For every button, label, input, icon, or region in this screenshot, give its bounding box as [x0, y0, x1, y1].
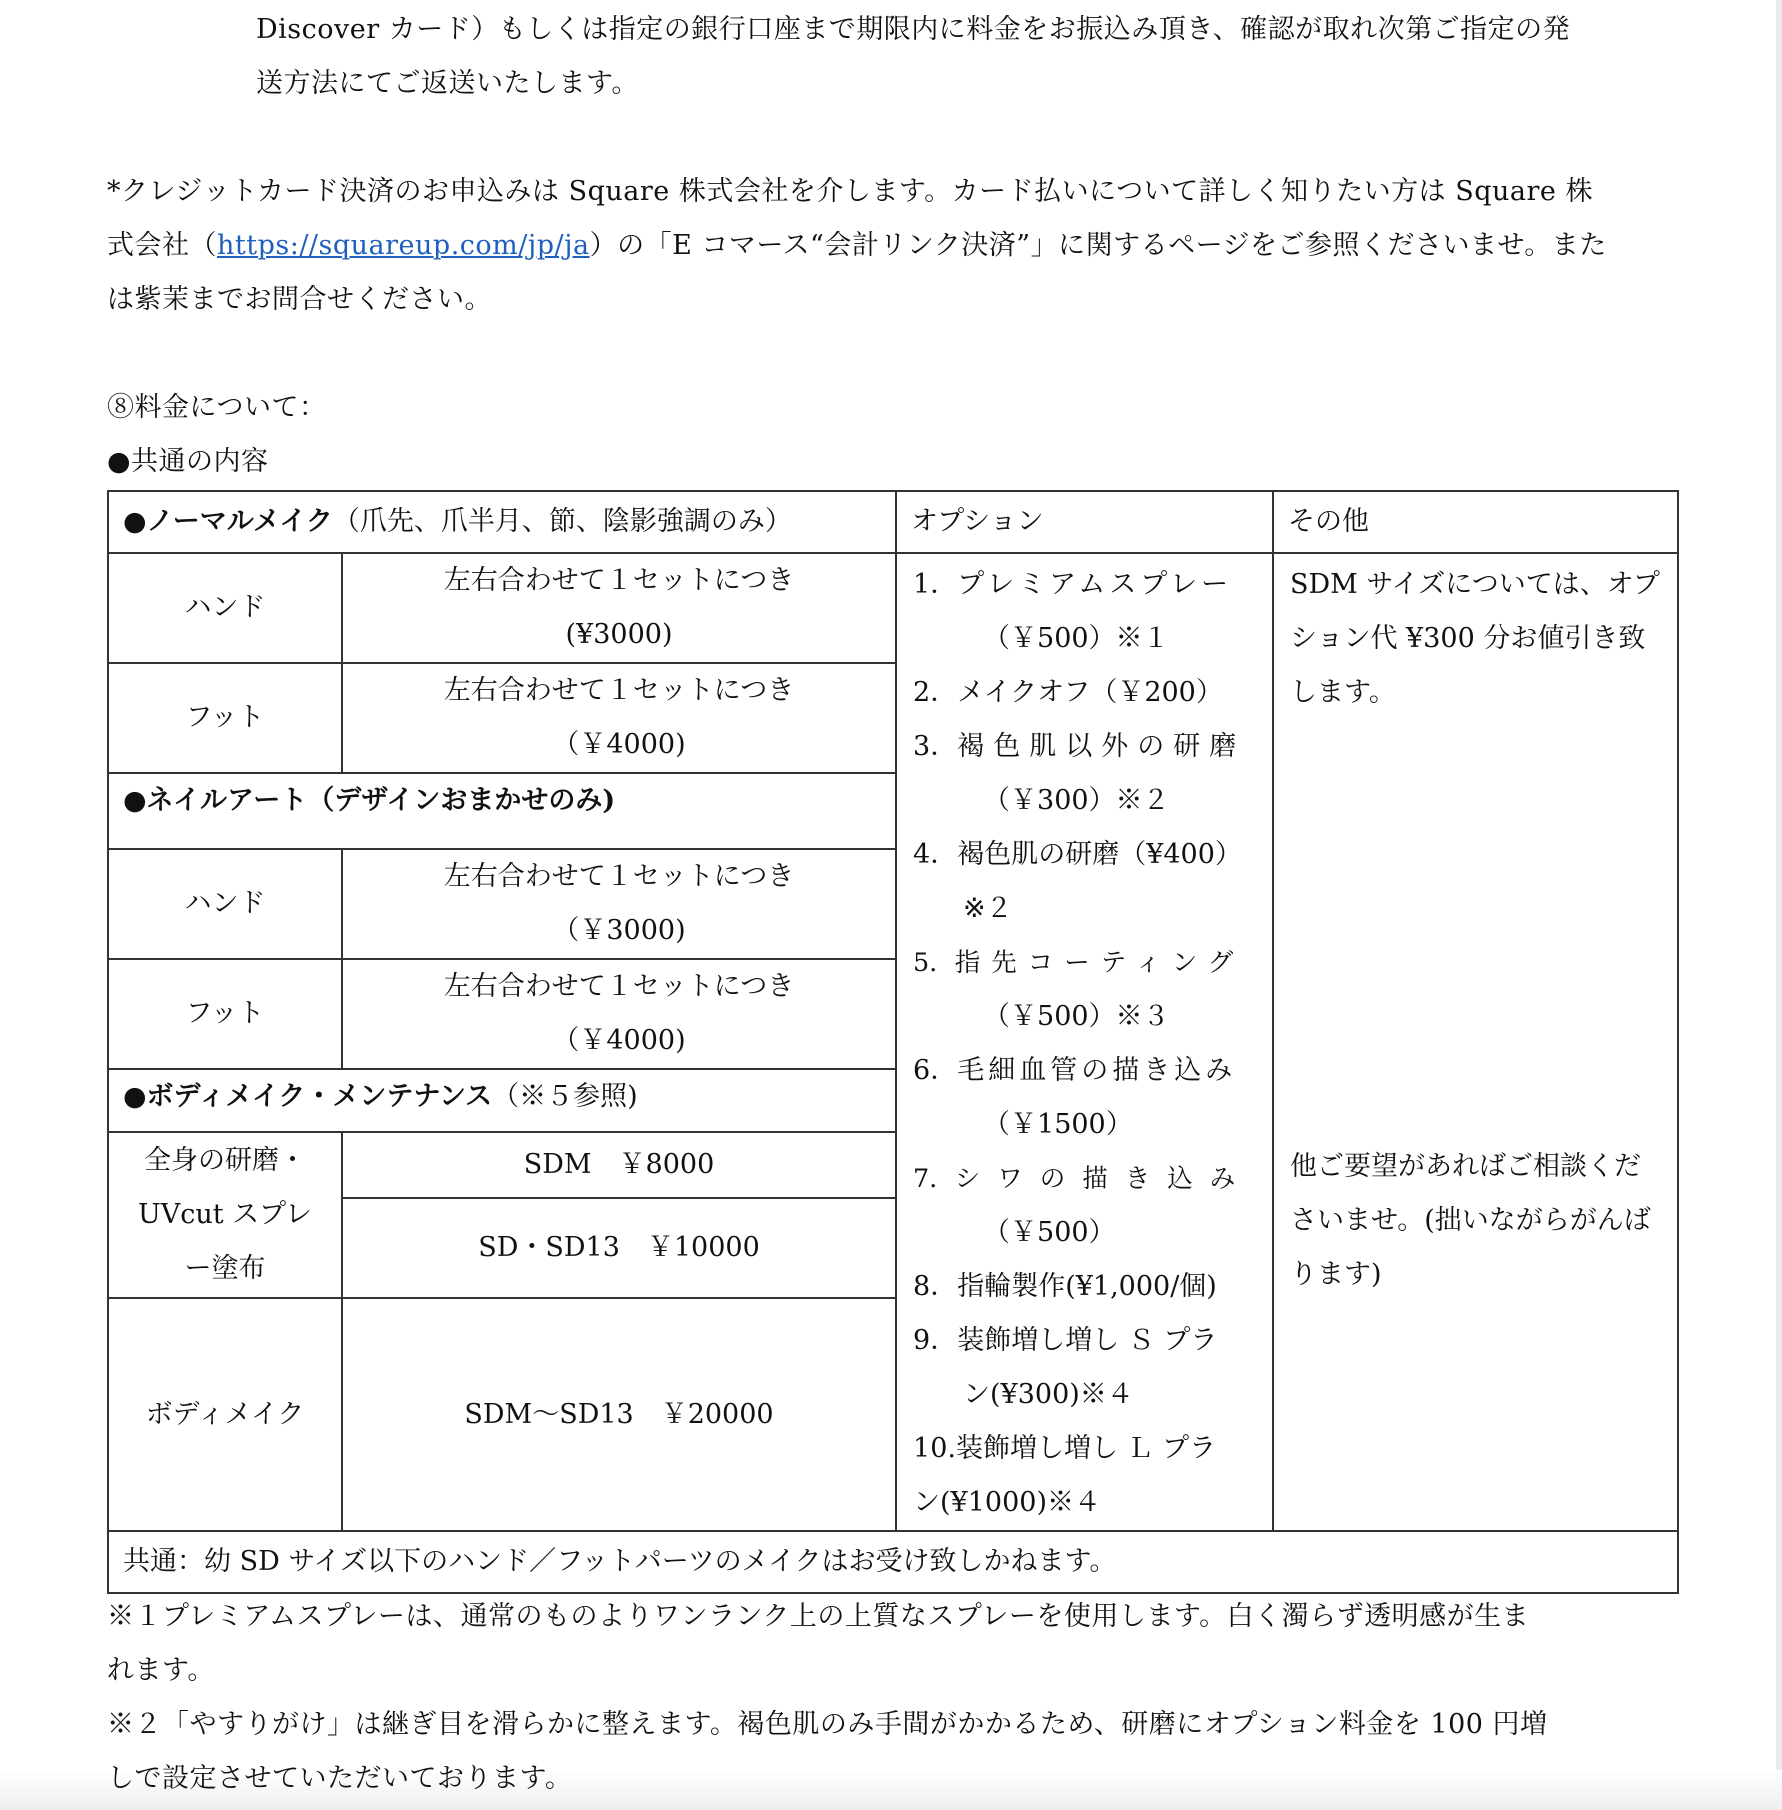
section-title: ⑧料金について：	[107, 392, 327, 423]
option-5-text: 指先コーティング	[954, 948, 1245, 978]
option-9	[913, 1314, 1256, 1368]
option-7-text: シワの描き込み	[954, 1164, 1253, 1194]
options-header: オプション	[896, 491, 1273, 553]
nail-hand-desc: 左右合わせて１セットにつき	[443, 861, 795, 892]
price-table	[107, 490, 1679, 1594]
option-5-cont: （￥500）※３	[983, 1001, 1170, 1032]
option-4-cont: ※２	[963, 893, 1013, 924]
table-row	[108, 553, 1678, 663]
page-right-gutter	[1776, 0, 1782, 1810]
credit-note-suffix: ）の「E コマース“会計リンク決済”」に関するページをご参照くださいませ。また	[589, 230, 1607, 261]
table-header-row	[108, 491, 1678, 553]
option-4	[913, 828, 1256, 882]
option-5	[913, 936, 1256, 990]
body-make-price: SDM～SD13 ￥20000	[342, 1298, 896, 1531]
option-3-text: 褐色肌以外の研磨	[957, 731, 1246, 762]
footnote-2-line-1: ※２「やすりがけ」は継ぎ目を滑らかに整えます。褐色肌のみ手間がかかるため、研磨にオプション料金を 100 円増	[107, 1709, 1548, 1740]
option-8-text: 指輪製作(¥1,000/個)	[957, 1271, 1217, 1302]
nail-foot-label: フット	[108, 959, 342, 1069]
nail-hand-price	[342, 849, 896, 959]
option-1	[913, 558, 1256, 612]
option-4-number: 4．	[913, 839, 958, 870]
option-2	[913, 666, 1256, 720]
option-3-cont: （￥300）※２	[983, 785, 1170, 816]
nail-hand-label: ハンド	[108, 849, 342, 959]
option-3-number: 3．	[913, 731, 958, 762]
option-2-number: 2．	[913, 677, 958, 708]
section-subtitle: ●共通の内容	[107, 446, 269, 477]
nail-foot-desc: 左右合わせて１セットにつき	[443, 971, 795, 1002]
option-9-cont: ン(¥300)※４	[963, 1379, 1134, 1410]
option-10-number: 10.	[913, 1433, 956, 1464]
credit-note-prefix: 式会社（	[107, 230, 217, 261]
option-4-text: 褐色肌の研磨（¥400）	[957, 839, 1242, 870]
option-7-cont: （￥500）	[983, 1217, 1116, 1248]
normal-make-title: ●ノーマルメイク	[123, 506, 333, 537]
body-polish-label: 全身の研磨・UVcut スプレー塗布	[108, 1132, 342, 1298]
body-polish-sdm: SDM ￥8000	[342, 1132, 896, 1198]
option-9-text: 装飾増し増し Ｓ プラ	[957, 1325, 1218, 1356]
normal-foot-label: フット	[108, 663, 342, 773]
normal-hand-label: ハンド	[108, 553, 342, 663]
option-6-cont: （￥1500）	[983, 1109, 1133, 1140]
option-8	[913, 1260, 1256, 1314]
body-header-paren: （※５参照)	[492, 1081, 638, 1112]
normal-hand-amount: (¥3000)	[565, 619, 673, 650]
option-8-number: 8．	[913, 1271, 958, 1302]
options-cell	[896, 553, 1273, 1531]
credit-note-line-2	[107, 219, 1607, 273]
credit-note-line-1: *クレジットカード決済のお申込みは Square 株式会社を介します。カード払いについて詳しく知りたい方は Square 株	[107, 176, 1593, 207]
option-6	[913, 1044, 1256, 1098]
option-1-number: 1．	[913, 569, 958, 600]
option-6-text: 毛細血管の描き込み	[957, 1055, 1237, 1086]
common-footer-row	[108, 1531, 1678, 1593]
body-header-title: ●ボディメイク・メンテナンス	[123, 1081, 493, 1112]
intro-line-2: 送方法にてご返送いたします。	[256, 68, 639, 99]
intro-line-1-text: Discover カード）もしくは指定の銀行口座まで期限内に料金をお振込み頂き、確認が取れ次第ご指定の発	[256, 14, 1571, 45]
squareup-link[interactable]: https://squareup.com/jp/ja	[217, 230, 590, 261]
option-6-number: 6．	[913, 1055, 958, 1086]
other-cell	[1273, 553, 1678, 1531]
common-footer: 共通：幼 SD サイズ以下のハンド／フットパーツのメイクはお受け致しかねます。	[108, 1531, 1678, 1593]
option-7	[913, 1152, 1256, 1206]
option-9-number: 9．	[913, 1325, 958, 1356]
option-5-number: 5．	[913, 948, 955, 978]
body-polish-sd: SD・SD13 ￥10000	[342, 1198, 896, 1298]
normal-foot-price	[342, 663, 896, 773]
option-10	[913, 1422, 1256, 1476]
intro-line-1	[256, 3, 1676, 57]
normal-foot-desc: 左右合わせて１セットにつき	[443, 675, 795, 706]
footnote-1-line-2: れます。	[107, 1655, 215, 1686]
credit-note-line-3: は紫茉までお問合せください。	[107, 284, 492, 315]
other-sdm-discount: SDM サイズについては、オプション代 ¥300 分お値引き致します。	[1290, 569, 1660, 708]
option-1-text: プレミアムスプレー	[957, 569, 1233, 600]
nail-art-header: ●ネイルアート（デザインおまかせのみ)	[108, 773, 896, 849]
option-7-number: 7．	[913, 1164, 955, 1194]
other-requests: 他ご要望があればご相談くださいませ。(拙いながらがんばります)	[1290, 1151, 1651, 1290]
other-header: その他	[1273, 491, 1678, 553]
option-1-cont: （￥500）※１	[983, 623, 1170, 654]
normal-hand-price	[342, 553, 896, 663]
footnote-1-line-1: ※１プレミアムスプレーは、通常のものよりワンランク上の上質なスプレーを使用します。白く濁らず透明感が生ま	[107, 1601, 1530, 1632]
nail-foot-amount: （￥4000)	[552, 1025, 686, 1056]
option-10-text: 装飾増し増し Ｌ プラ	[955, 1433, 1217, 1464]
nail-hand-amount: （￥3000)	[552, 915, 686, 946]
body-header	[108, 1069, 896, 1132]
body-make-label: ボディメイク	[108, 1298, 342, 1531]
normal-hand-desc: 左右合わせて１セットにつき	[443, 565, 795, 596]
footnote-2-line-2: しで設定させていただいております。	[107, 1763, 573, 1794]
normal-foot-amount: （￥4000)	[552, 729, 686, 760]
option-10-cont: ン(¥1000)※４	[913, 1487, 1101, 1518]
normal-make-paren: （爪先、爪半月、節、陰影強調のみ）	[332, 506, 792, 537]
normal-make-header	[108, 491, 896, 553]
option-3	[913, 720, 1256, 774]
nail-foot-price	[342, 959, 896, 1069]
option-2-text: メイクオフ（￥200）	[957, 677, 1223, 708]
